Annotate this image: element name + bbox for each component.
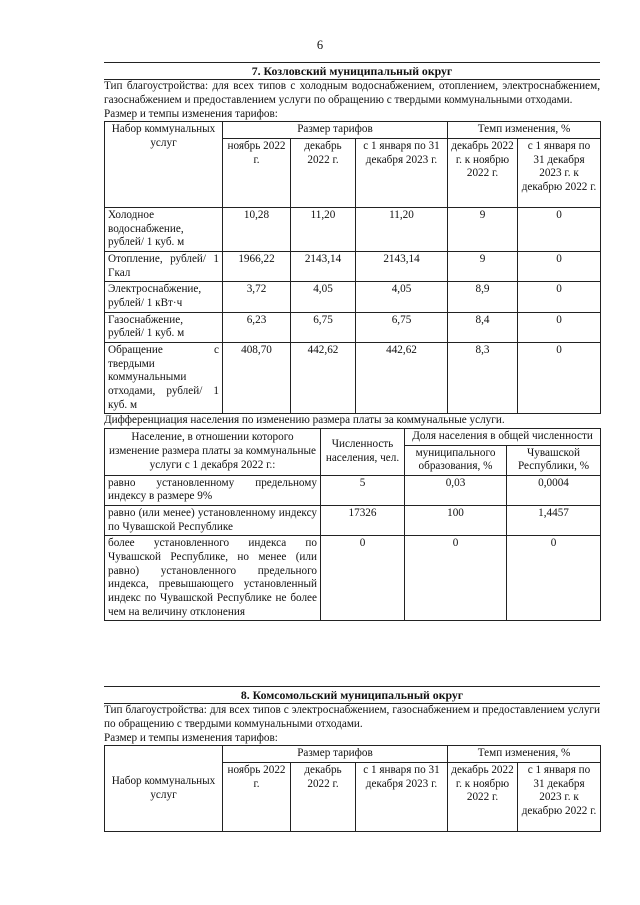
share-municipal: 0,03	[405, 475, 507, 505]
population-label: равно (или менее) установленному индексу по Чувашской Республике	[105, 506, 321, 536]
header-rate: Темп изменения, %	[448, 746, 601, 763]
table-row	[105, 251, 601, 281]
header-rate: Темп изменения, %	[448, 122, 601, 139]
header-service: Набор коммунальных услуг	[105, 746, 223, 832]
value-jan: 4,05	[356, 282, 448, 312]
rate-jan-vs-dec: 0	[518, 312, 601, 342]
table-row	[105, 536, 601, 621]
page-number: 6	[316, 38, 324, 52]
header-dec-vs-nov: декабрь 2022 г. к ноябрю 2022 г.	[448, 763, 518, 832]
value-jan: 442,62	[356, 342, 448, 413]
table-row	[105, 208, 601, 252]
population-count: 0	[321, 536, 405, 621]
section-7-title: 7. Козловский муниципальный округ	[104, 62, 600, 80]
share-municipal: 0	[405, 536, 507, 621]
header-count: Численность населения, чел.	[321, 428, 405, 475]
service-name: Отопление, рублей/ 1 Гкал	[105, 251, 223, 281]
table-row	[105, 282, 601, 312]
value-dec: 2143,14	[291, 251, 356, 281]
header-size: Размер тарифов	[223, 746, 448, 763]
population-table-7	[104, 428, 601, 622]
rate-dec-vs-nov: 9	[448, 208, 518, 252]
header-population: Население, в отношении которого изменение размера платы за коммунальные услуги с 1 декабря 2022 г.:	[105, 428, 321, 475]
value-nov: 6,23	[223, 312, 291, 342]
service-name: Обращение с твердыми коммунальными отходами, рублей/ 1 куб. м	[105, 342, 223, 413]
header-nov: ноябрь 2022 г.	[223, 139, 291, 208]
value-dec: 11,20	[291, 208, 356, 252]
share-municipal: 100	[405, 506, 507, 536]
share-republic: 1,4457	[507, 506, 601, 536]
population-label: равно установленному предельному индексу в размере 9%	[105, 475, 321, 505]
header-republic: Чувашской Республики, %	[507, 445, 601, 475]
table-row	[105, 506, 601, 536]
section-7-intro: Тип благоустройства: для всех типов с холодным водоснабжением, отоплением, электроснабжением, газоснабжением и предоставлением услуги по обращению с твердыми коммунальными отходами.	[104, 80, 600, 107]
rate-dec-vs-nov: 9	[448, 251, 518, 281]
rate-dec-vs-nov: 8,9	[448, 282, 518, 312]
rate-jan-vs-dec: 0	[518, 342, 601, 413]
value-nov: 3,72	[223, 282, 291, 312]
header-dec: декабрь 2022 г.	[291, 763, 356, 832]
section-7	[104, 62, 600, 621]
value-nov: 1966,22	[223, 251, 291, 281]
section-8-sizes-label: Размер и темпы изменения тарифов:	[104, 731, 278, 744]
header-nov: ноябрь 2022 г.	[223, 763, 291, 832]
header-jan-vs-dec: с 1 января по 31 декабря 2023 г. к декабрю 2022 г.	[518, 763, 601, 832]
value-nov: 408,70	[223, 342, 291, 413]
header-share: Доля населения в общей численности	[405, 428, 601, 445]
population-count: 5	[321, 475, 405, 505]
rate-jan-vs-dec: 0	[518, 251, 601, 281]
share-republic: 0	[507, 536, 601, 621]
tariff-table-8	[104, 745, 601, 832]
value-jan: 11,20	[356, 208, 448, 252]
section-8	[104, 686, 600, 832]
table-row	[105, 475, 601, 505]
tariff-table-7	[104, 121, 601, 414]
rate-dec-vs-nov: 8,3	[448, 342, 518, 413]
table-row	[105, 342, 601, 413]
value-dec: 6,75	[291, 312, 356, 342]
header-dec: декабрь 2022 г.	[291, 139, 356, 208]
rate-jan-vs-dec: 0	[518, 208, 601, 252]
header-service: Набор коммунальных услуг	[105, 122, 223, 208]
service-name: Холодное водоснабжение, рублей/ 1 куб. м	[105, 208, 223, 252]
rate-jan-vs-dec: 0	[518, 282, 601, 312]
value-nov: 10,28	[223, 208, 291, 252]
header-municipal: муниципального образования, %	[405, 445, 507, 475]
population-label: более установленного индекса по Чувашской Республике, но менее (или равно) установленного предельного индекса, превышающего установленный индекс по Чувашской Республике не более чем на величину отклонения	[105, 536, 321, 621]
service-name: Газоснабжение, рублей/ 1 куб. м	[105, 312, 223, 342]
section-8-title: 8. Комсомольский муниципальный округ	[104, 686, 600, 704]
header-jan: с 1 января по 31 декабря 2023 г.	[356, 763, 448, 832]
header-jan: с 1 января по 31 декабря 2023 г.	[356, 139, 448, 208]
header-dec-vs-nov: декабрь 2022 г. к ноябрю 2022 г.	[448, 139, 518, 208]
service-name: Электроснабжение, рублей/ 1 кВт·ч	[105, 282, 223, 312]
header-size: Размер тарифов	[223, 122, 448, 139]
value-dec: 442,62	[291, 342, 356, 413]
section-7-sizes-label: Размер и темпы изменения тарифов:	[104, 107, 278, 120]
population-count: 17326	[321, 506, 405, 536]
value-dec: 4,05	[291, 282, 356, 312]
section-8-intro: Тип благоустройства: для всех типов с электроснабжением, газоснабжением и предоставлением услуги по обращению с твердыми коммунальными отходами.	[104, 704, 600, 731]
header-jan-vs-dec: с 1 января по 31 декабря 2023 г. к декабрю 2022 г.	[518, 139, 601, 208]
rate-dec-vs-nov: 8,4	[448, 312, 518, 342]
value-jan: 6,75	[356, 312, 448, 342]
section-7-diff-label: Дифференциация населения по изменению размера платы за коммунальные услуги.	[104, 414, 505, 427]
value-jan: 2143,14	[356, 251, 448, 281]
share-republic: 0,0004	[507, 475, 601, 505]
table-row	[105, 312, 601, 342]
